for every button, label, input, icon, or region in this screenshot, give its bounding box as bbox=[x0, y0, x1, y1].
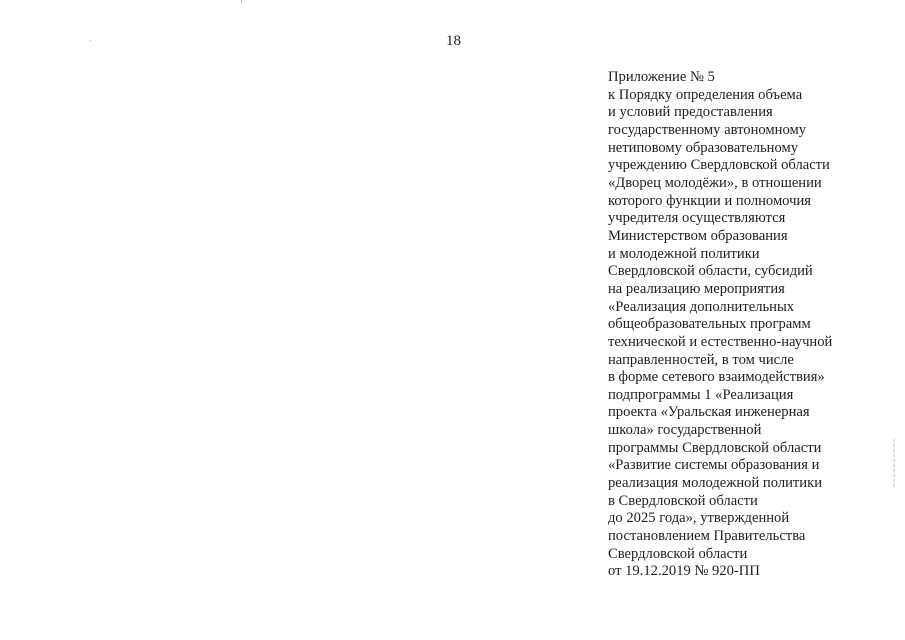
appendix-header-block bbox=[608, 69, 898, 581]
appendix-line: на реализацию мероприятия bbox=[608, 280, 785, 297]
appendix-line: общеобразовательных программ bbox=[608, 316, 811, 333]
appendix-line: школа» государственной bbox=[608, 422, 762, 439]
appendix-line: технической и естественно-научной bbox=[608, 333, 833, 350]
appendix-line: учреждению Свердловской области bbox=[608, 157, 830, 174]
appendix-line: Министерством образования bbox=[608, 227, 788, 244]
appendix-line: которого функции и полномочия bbox=[608, 192, 811, 209]
appendix-line: и молодежной политики bbox=[608, 245, 760, 262]
page-number: 18 bbox=[446, 33, 461, 49]
appendix-line: государственному автономному bbox=[608, 121, 807, 138]
appendix-line: «Развитие системы образования и bbox=[608, 457, 820, 474]
appendix-line: Свердловской области bbox=[608, 545, 748, 562]
appendix-line: подпрограммы 1 «Реализация bbox=[608, 386, 794, 403]
appendix-line: Свердловской области, субсидий bbox=[608, 263, 813, 280]
scan-artifact bbox=[90, 40, 91, 41]
appendix-line: программы Свердловской области bbox=[608, 439, 822, 456]
appendix-line: направленностей, в том числе bbox=[608, 351, 794, 368]
appendix-line: в форме сетевого взаимодействия» bbox=[608, 369, 825, 386]
appendix-line: реализация молодежной политики bbox=[608, 475, 823, 492]
appendix-line: в Свердловской области bbox=[608, 492, 758, 509]
appendix-line: и условий предоставления bbox=[608, 104, 773, 121]
appendix-line: от 19.12.2019 № 920-ПП bbox=[608, 563, 760, 580]
appendix-line: «Дворец молодёжи», в отношении bbox=[608, 174, 822, 191]
appendix-line: к Порядку определения объема bbox=[608, 86, 803, 103]
appendix-line: нетиповому образовательному bbox=[608, 139, 798, 156]
scan-artifact bbox=[241, 0, 242, 3]
appendix-line: Приложение № 5 bbox=[608, 69, 715, 85]
appendix-line: проекта «Уральская инженерная bbox=[608, 404, 810, 421]
appendix-line: постановлением Правительства bbox=[608, 528, 806, 545]
appendix-line: до 2025 года», утвержденной bbox=[608, 510, 790, 527]
scan-edge-artifact bbox=[893, 438, 895, 488]
appendix-line: «Реализация дополнительных bbox=[608, 298, 795, 315]
appendix-line: учредителя осуществляются bbox=[608, 210, 786, 227]
